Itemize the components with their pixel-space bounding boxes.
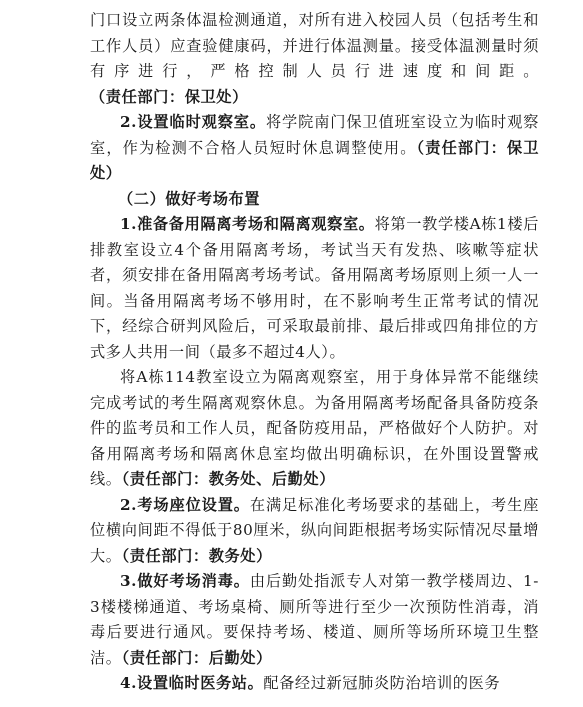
responsible-dept: （责任部门：教务处、后勤处） — [121, 470, 336, 488]
text-run: 将学院南门保卫值班室设立为临时观察室，作为检测不合格人员短时休息调整使用。 — [90, 113, 539, 157]
item-heading: 3.做好考场消毒。 — [120, 572, 250, 590]
responsible-dept: （责任部门：保卫处） — [90, 138, 540, 182]
text-run: 配备经过新冠肺炎防治培训的医务 — [263, 674, 501, 692]
text-run: 将第一教学楼A栋1楼后排教室设立4个备用隔离考场，考试当天有发热、咳嗽等症状者，须安排在备用隔离考场考试。备用隔离考场原则上须一人一间。当备用隔离考场不够用时，在不影响考生正常考试的情况下，经综合研判风险后，可采取最前排、最后排或四角排位的方式多人共用一间（最多不超过4人）。 — [90, 215, 539, 361]
paragraph — [90, 212, 539, 365]
paragraph — [90, 110, 539, 187]
paragraph — [90, 365, 539, 493]
text-run: 在满足标准化考场要求的基础上，考生座位横向间距不得低于80厘米，纵向间距根据考场实际情况尽量增大。 — [90, 495, 539, 565]
paragraph — [90, 493, 539, 570]
responsible-dept: （责任部门：教务处） — [121, 546, 272, 565]
paragraph — [90, 8, 539, 110]
item-heading: 2.设置临时观察室。 — [120, 113, 266, 131]
item-heading: 1.准备备用隔离考场和隔离观察室。 — [120, 215, 375, 233]
section-heading-text: （二）做好考场布置 — [118, 189, 261, 208]
text-run: 门口设立两条体温检测通道，对所有进入校园人员（包括考生和工作人员）应查验健康码，并进行体温测量。接受体温测量时须有序进行，严格控制人员行进速度和间距。 — [90, 11, 539, 80]
section-heading — [88, 187, 539, 213]
text-run: 由后勤处指派专人对第一教学楼周边、1-3楼楼梯通道、考场桌椅、厕所等进行至少一次预防性消毒，消毒后要进行通风。要保持考场、楼道、厕所等场所环境卫生整洁。 — [90, 572, 539, 667]
responsible-dept: （责任部门：后勤处） — [121, 648, 272, 667]
paragraph — [90, 671, 539, 697]
item-heading: 4.设置临时医务站。 — [120, 674, 264, 692]
text-run: 将A栋114教室设立为隔离观察室，用于身体异常不能继续完成考试的考生隔离观察休息。为备用隔离考场配备具备防疫条件的监考员和工作人员，配备防疫用品，严格做好个人防护。对备用隔离考场和隔离休息室均做出明确标识，在外围设置警戒线。 — [90, 368, 539, 488]
paragraph — [90, 569, 539, 671]
item-heading: 2.考场座位设置。 — [120, 495, 250, 514]
responsible-dept: （责任部门：保卫处） — [90, 87, 248, 106]
